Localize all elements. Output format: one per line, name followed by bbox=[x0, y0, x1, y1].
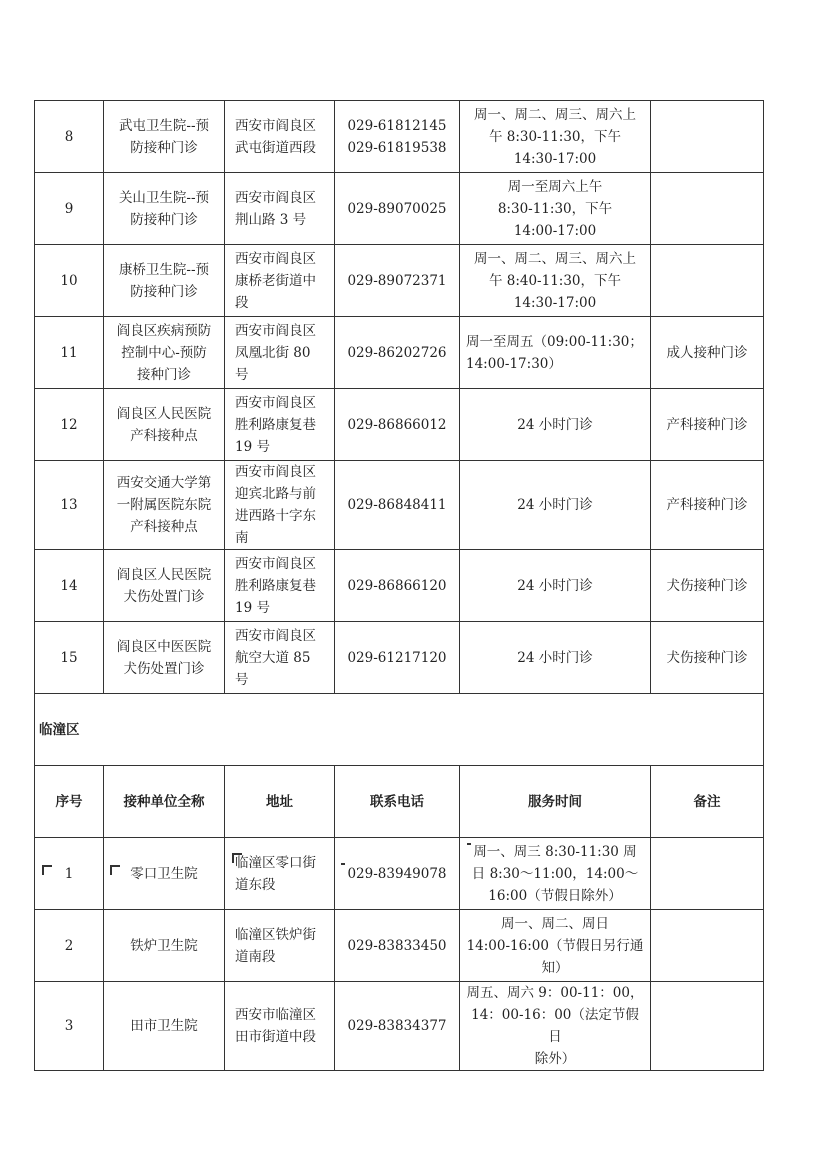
cell-time bbox=[460, 101, 651, 173]
cell-note bbox=[651, 101, 764, 173]
cell-time bbox=[460, 173, 651, 245]
name-line: 铁炉卫生院 bbox=[130, 937, 198, 954]
table-row bbox=[35, 173, 764, 245]
cell-addr bbox=[225, 982, 335, 1071]
header-note: 备注 bbox=[651, 766, 764, 838]
phone-line: 029-86866120 bbox=[347, 577, 447, 594]
cell-note: 犬伤接种门诊 bbox=[651, 622, 764, 694]
name-line: 产科接种点 bbox=[130, 519, 198, 535]
phone-line: 029-61819538 bbox=[347, 139, 447, 156]
time-line: 午 8:30-11:30，下午 bbox=[488, 128, 622, 145]
addr-line: 航空大道 85 号 bbox=[235, 649, 311, 688]
yanliang-rows bbox=[35, 101, 764, 694]
addr-line: 道东段 bbox=[235, 876, 276, 893]
name-line: 产科接种点 bbox=[130, 427, 198, 444]
time-line: 知） bbox=[541, 959, 569, 976]
cell-name bbox=[104, 622, 225, 694]
cell-no: 3 bbox=[35, 982, 104, 1071]
table-row bbox=[35, 389, 764, 461]
cell-addr bbox=[225, 245, 335, 317]
name-line: 阎良区人民医院 bbox=[116, 405, 212, 422]
cell-note: 成人接种门诊 bbox=[651, 317, 764, 389]
cell-note: 犬伤接种门诊 bbox=[651, 550, 764, 622]
cell-phone bbox=[335, 461, 460, 550]
time-line: 14:30-17:00 bbox=[513, 150, 597, 167]
phone-line: 029-83949078 bbox=[347, 865, 447, 882]
addr-line: 迎宾北路与前 bbox=[235, 486, 316, 502]
table-row bbox=[35, 838, 764, 910]
cell-addr bbox=[225, 461, 335, 550]
addr-line: 进西路十字东 bbox=[235, 508, 316, 524]
time-line: 24 小时门诊 bbox=[517, 416, 593, 433]
cell-name bbox=[104, 173, 225, 245]
header-name: 接种单位全称 bbox=[104, 766, 225, 838]
name-line: 阎良区人民医院 bbox=[116, 566, 212, 583]
cell-phone bbox=[335, 622, 460, 694]
phone-line: 029-89072371 bbox=[347, 272, 447, 289]
time-line: 16:00（节假日除外） bbox=[488, 887, 622, 904]
addr-line: 西安市阎良区 bbox=[235, 250, 316, 267]
time-line: 周一、周三 8:30-11:30 周 bbox=[473, 843, 637, 860]
name-line: 武屯卫生院--预 bbox=[118, 117, 210, 134]
addr-line: 19 号 bbox=[235, 438, 270, 455]
name-line: 阎良区疾病预防 bbox=[116, 322, 212, 339]
name-line: 控制中心-预防 bbox=[121, 344, 207, 361]
time-line: 周一至周五（09:00-11:30； bbox=[466, 333, 643, 350]
cell-time bbox=[460, 389, 651, 461]
time-line: 日 8:30～11:00，14:00～ bbox=[471, 865, 639, 882]
name-line: 田市卫生院 bbox=[130, 1018, 198, 1034]
table-row bbox=[35, 461, 764, 550]
corner-mark bbox=[232, 853, 242, 863]
addr-line: 西安市阎良区 bbox=[235, 555, 316, 572]
phone-line: 029-86866012 bbox=[347, 416, 447, 433]
cell-name bbox=[104, 101, 225, 173]
cell-time bbox=[460, 461, 651, 550]
cell-addr bbox=[225, 838, 335, 910]
cell-no: 12 bbox=[35, 389, 104, 461]
name-line: 防接种门诊 bbox=[130, 283, 198, 300]
cell-time bbox=[460, 317, 651, 389]
name-line: 一附属医院东院 bbox=[116, 497, 212, 513]
time-line: 周一、周二、周日 bbox=[501, 915, 609, 932]
time-line: 24 小时门诊 bbox=[517, 577, 593, 594]
phone-line: 029-83834377 bbox=[347, 1018, 447, 1034]
cell-name bbox=[104, 245, 225, 317]
cell-time bbox=[460, 245, 651, 317]
cell-time bbox=[460, 622, 651, 694]
time-line: 24 小时门诊 bbox=[517, 497, 593, 513]
cell-no: 8 bbox=[35, 101, 104, 173]
addr-line: 荆山路 3 号 bbox=[235, 211, 307, 228]
cell-note: 产科接种门诊 bbox=[651, 461, 764, 550]
name-line: 康桥卫生院--预 bbox=[118, 261, 210, 278]
table-row bbox=[35, 622, 764, 694]
name-line: 零口卫生院 bbox=[130, 865, 198, 882]
cell-phone bbox=[335, 982, 460, 1071]
phone-line: 029-86848411 bbox=[347, 497, 447, 513]
name-line: 阎良区中医医院 bbox=[116, 638, 212, 655]
cell-no: 14 bbox=[35, 550, 104, 622]
time-line: 除外） bbox=[534, 1051, 576, 1067]
addr-line: 段 bbox=[235, 294, 249, 311]
name-line: 防接种门诊 bbox=[130, 139, 198, 156]
cell-name bbox=[104, 461, 225, 550]
cell-time bbox=[460, 910, 651, 982]
addr-line: 西安市临潼区 bbox=[235, 1007, 316, 1023]
addr-line: 凤凰北街 80 号 bbox=[235, 344, 311, 383]
cell-note bbox=[651, 245, 764, 317]
dash-mark bbox=[341, 863, 345, 865]
addr-line: 康桥老街道中 bbox=[235, 272, 316, 289]
name-line: 关山卫生院--预 bbox=[118, 189, 210, 206]
cell-no: 2 bbox=[35, 910, 104, 982]
name-line: 接种门诊 bbox=[137, 366, 191, 383]
cell-phone bbox=[335, 173, 460, 245]
addr-line: 西安市阎良区 bbox=[235, 117, 316, 134]
addr-line: 胜利路康复巷 bbox=[235, 577, 316, 594]
section-title: 临潼区 bbox=[35, 694, 764, 766]
addr-line: 田市街道中段 bbox=[235, 1029, 316, 1045]
cell-phone bbox=[335, 389, 460, 461]
time-line: 周一、周二、周三、周六上 bbox=[474, 106, 636, 123]
addr-line: 武屯街道西段 bbox=[235, 139, 316, 156]
cell-time bbox=[460, 838, 651, 910]
cell-phone bbox=[335, 317, 460, 389]
table-row bbox=[35, 317, 764, 389]
lintong-rows bbox=[35, 838, 764, 1071]
time-line: 14:00-16:00（节假日另行通 bbox=[466, 937, 644, 954]
time-line: 14：00-16：00（法定节假日 bbox=[471, 1007, 639, 1045]
name-line: 犬伤处置门诊 bbox=[123, 660, 205, 677]
cell-no: 13 bbox=[35, 461, 104, 550]
cell-no: 9 bbox=[35, 173, 104, 245]
addr-line: 胜利路康复巷 bbox=[235, 416, 316, 433]
cell-addr bbox=[225, 389, 335, 461]
addr-line: 临潼区零口街 bbox=[235, 854, 316, 871]
cell-no: 10 bbox=[35, 245, 104, 317]
cell-name bbox=[104, 982, 225, 1071]
addr-line: 西安市阎良区 bbox=[235, 394, 316, 411]
phone-line: 029-61812145 bbox=[347, 117, 447, 134]
cell-name bbox=[104, 910, 225, 982]
cell-note bbox=[651, 982, 764, 1071]
cell-time bbox=[460, 550, 651, 622]
table-row bbox=[35, 910, 764, 982]
phone-line: 029-61217120 bbox=[347, 649, 447, 666]
cell-phone bbox=[335, 838, 460, 910]
cell-no: 15 bbox=[35, 622, 104, 694]
header-no: 序号 bbox=[35, 766, 104, 838]
time-line: 8:30-11:30，下午 bbox=[497, 200, 613, 217]
vaccination-schedule-table bbox=[34, 100, 764, 1071]
time-line: 14:00-17:00 bbox=[513, 222, 597, 239]
time-line: 周一、周二、周三、周六上 bbox=[474, 250, 636, 267]
table-row bbox=[35, 982, 764, 1071]
cell-addr bbox=[225, 101, 335, 173]
name-line: 防接种门诊 bbox=[130, 211, 198, 228]
addr-line: 临潼区铁炉街 bbox=[235, 926, 316, 943]
addr-line: 西安市阎良区 bbox=[235, 322, 316, 339]
cell-name bbox=[104, 389, 225, 461]
cell-phone bbox=[335, 550, 460, 622]
time-line: 周一至周六上午 bbox=[507, 178, 603, 195]
cell-addr bbox=[225, 550, 335, 622]
phone-line: 029-89070025 bbox=[347, 200, 447, 217]
time-line: 午 8:40-11:30，下午 bbox=[488, 272, 622, 289]
addr-line: 南 bbox=[235, 530, 249, 546]
cell-name bbox=[104, 550, 225, 622]
cell-name bbox=[104, 317, 225, 389]
table-row bbox=[35, 245, 764, 317]
name-line: 西安交通大学第 bbox=[116, 475, 212, 491]
section-row bbox=[35, 694, 764, 766]
cell-phone bbox=[335, 910, 460, 982]
header-time: 服务时间 bbox=[460, 766, 651, 838]
cell-addr bbox=[225, 910, 335, 982]
cell-name bbox=[104, 838, 225, 910]
header-phone: 联系电话 bbox=[335, 766, 460, 838]
cell-no: 11 bbox=[35, 317, 104, 389]
time-line: 24 小时门诊 bbox=[517, 649, 593, 666]
addr-line: 西安市阎良区 bbox=[235, 464, 316, 480]
cell-note: 产科接种门诊 bbox=[651, 389, 764, 461]
cell-note bbox=[651, 173, 764, 245]
time-line: 14:30-17:00 bbox=[513, 294, 597, 311]
cell-time bbox=[460, 982, 651, 1071]
addr-line: 19 号 bbox=[235, 599, 270, 616]
table-row bbox=[35, 550, 764, 622]
cell-addr bbox=[225, 622, 335, 694]
time-line: 周五、周六 9：00-11：00， bbox=[466, 985, 644, 1001]
header-addr: 地址 bbox=[225, 766, 335, 838]
name-line: 犬伤处置门诊 bbox=[123, 588, 205, 605]
phone-line: 029-83833450 bbox=[347, 937, 447, 954]
addr-line: 道南段 bbox=[235, 948, 276, 965]
cell-note bbox=[651, 910, 764, 982]
cell-phone bbox=[335, 245, 460, 317]
corner-mark bbox=[110, 865, 120, 875]
dash-mark bbox=[467, 843, 471, 845]
time-line: 14:00-17:30） bbox=[466, 355, 562, 372]
cell-no: 1 bbox=[35, 838, 104, 910]
table-row bbox=[35, 101, 764, 173]
addr-line: 西安市阎良区 bbox=[235, 189, 316, 206]
cell-addr bbox=[225, 173, 335, 245]
table-header-row bbox=[35, 766, 764, 838]
cell-addr bbox=[225, 317, 335, 389]
addr-line: 西安市阎良区 bbox=[235, 627, 316, 644]
phone-line: 029-86202726 bbox=[347, 344, 447, 361]
cell-note bbox=[651, 838, 764, 910]
cell-phone bbox=[335, 101, 460, 173]
corner-mark bbox=[42, 865, 52, 875]
